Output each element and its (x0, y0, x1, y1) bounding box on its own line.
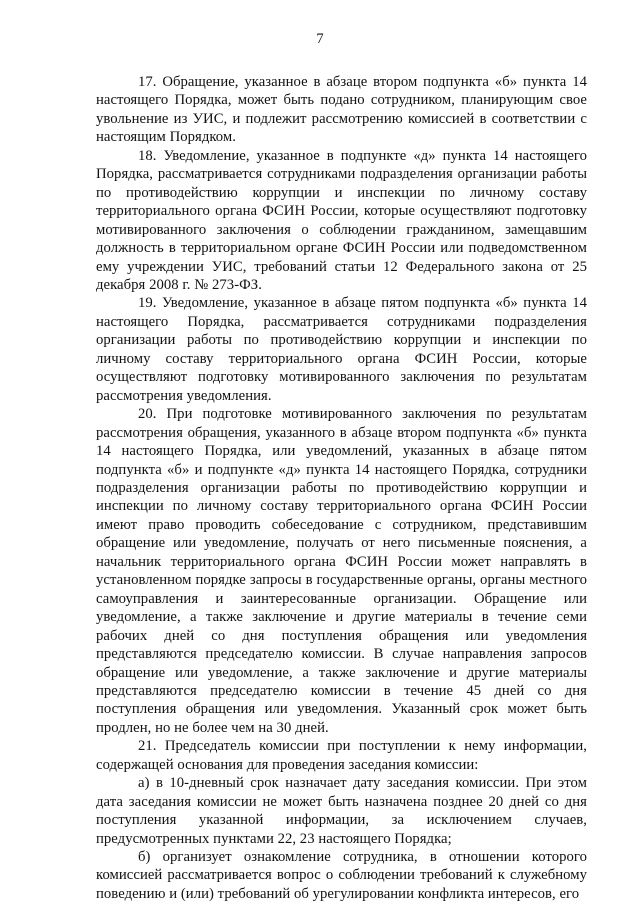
paragraph-20: 20. При подготовке мотивированного заключения по результатам рассмотрения обращения, указанного в абзаце втором подпункта «б» пункта 14 настоящего Порядка, или уведомлений, указанных в абзаце пятом подпункта «б» и подпункте «д» пункта 14 настоящего Порядка, сотрудники подразделения организации работы по противодействию коррупции и инспекции по личному составу территориального органа ФСИН России имеют право проводить собеседование с сотрудником, представившим обращение или уведомление, получать от него письменные пояснения, а начальник территориального органа ФСИН России может направлять в установленном порядке запросы в государственные органы, органы местного самоуправления и заинтересованные организации. Обращение или уведомление, а также заключение и другие материалы в течение семи рабочих дней со дня поступления обращения или уведомления представляются председателю комиссии. В случае направления запросов обращение или уведомление, а также заключение и другие материалы представляются председателю комиссии в течение 45 дней со дня поступления обращения или уведомления. Указанный срок может быть продлен, но не более чем на 30 дней. (96, 406, 587, 736)
paragraph-18: 18. Уведомление, указанное в подпункте «д» пункта 14 настоящего Порядка, рассматривается сотрудниками подразделения организации работы по противодействию коррупции и инспекции по личному составу территориального органа ФСИН России, которые осуществляют подготовку мотивированного заключения о соблюдении гражданином, замещавшим должность в территориальном органе ФСИН России или подведомственном ему учреждении УИС, требований статьи 12 Федерального закона от 25 декабря 2008 г. № 273-ФЗ. (96, 147, 587, 293)
paragraph-17: 17. Обращение, указанное в абзаце втором подпункта «б» пункта 14 настоящего Порядка, может быть подано сотрудником, планирующим свое увольнение из УИС, и подлежит рассмотрению комиссией в соответствии с настоящим Порядком. (96, 74, 587, 146)
document-body (96, 73, 587, 903)
subparagraph-b: б) организует ознакомление сотрудника, в отношении которого комиссией рассматривается вопрос о соблюдении требований к служебному поведению и (или) требований об урегулировании конфликта интересов, его (96, 849, 587, 902)
paragraph-21: 21. Председатель комиссии при поступлении к нему информации, содержащей основания для проведения заседания комиссии: (96, 738, 587, 773)
subparagraph-a: а) в 10-дневный срок назначает дату заседания комиссии. При этом дата заседания комиссии не может быть назначена позднее 20 дней со дня поступления указанной информации, за исключением случаев, предусмотренных пунктами 22, 23 настоящего Порядка; (96, 775, 587, 847)
paragraph-19: 19. Уведомление, указанное в абзаце пятом подпункта «б» пункта 14 настоящего Порядка, рассматривается сотрудниками подразделения организации работы по противодействию коррупции и инспекции по личному составу территориального органа ФСИН России, которые осуществляют подготовку мотивированного заключения по результатам рассмотрения уведомления. (96, 295, 587, 404)
page-number: 7 (316, 31, 324, 47)
